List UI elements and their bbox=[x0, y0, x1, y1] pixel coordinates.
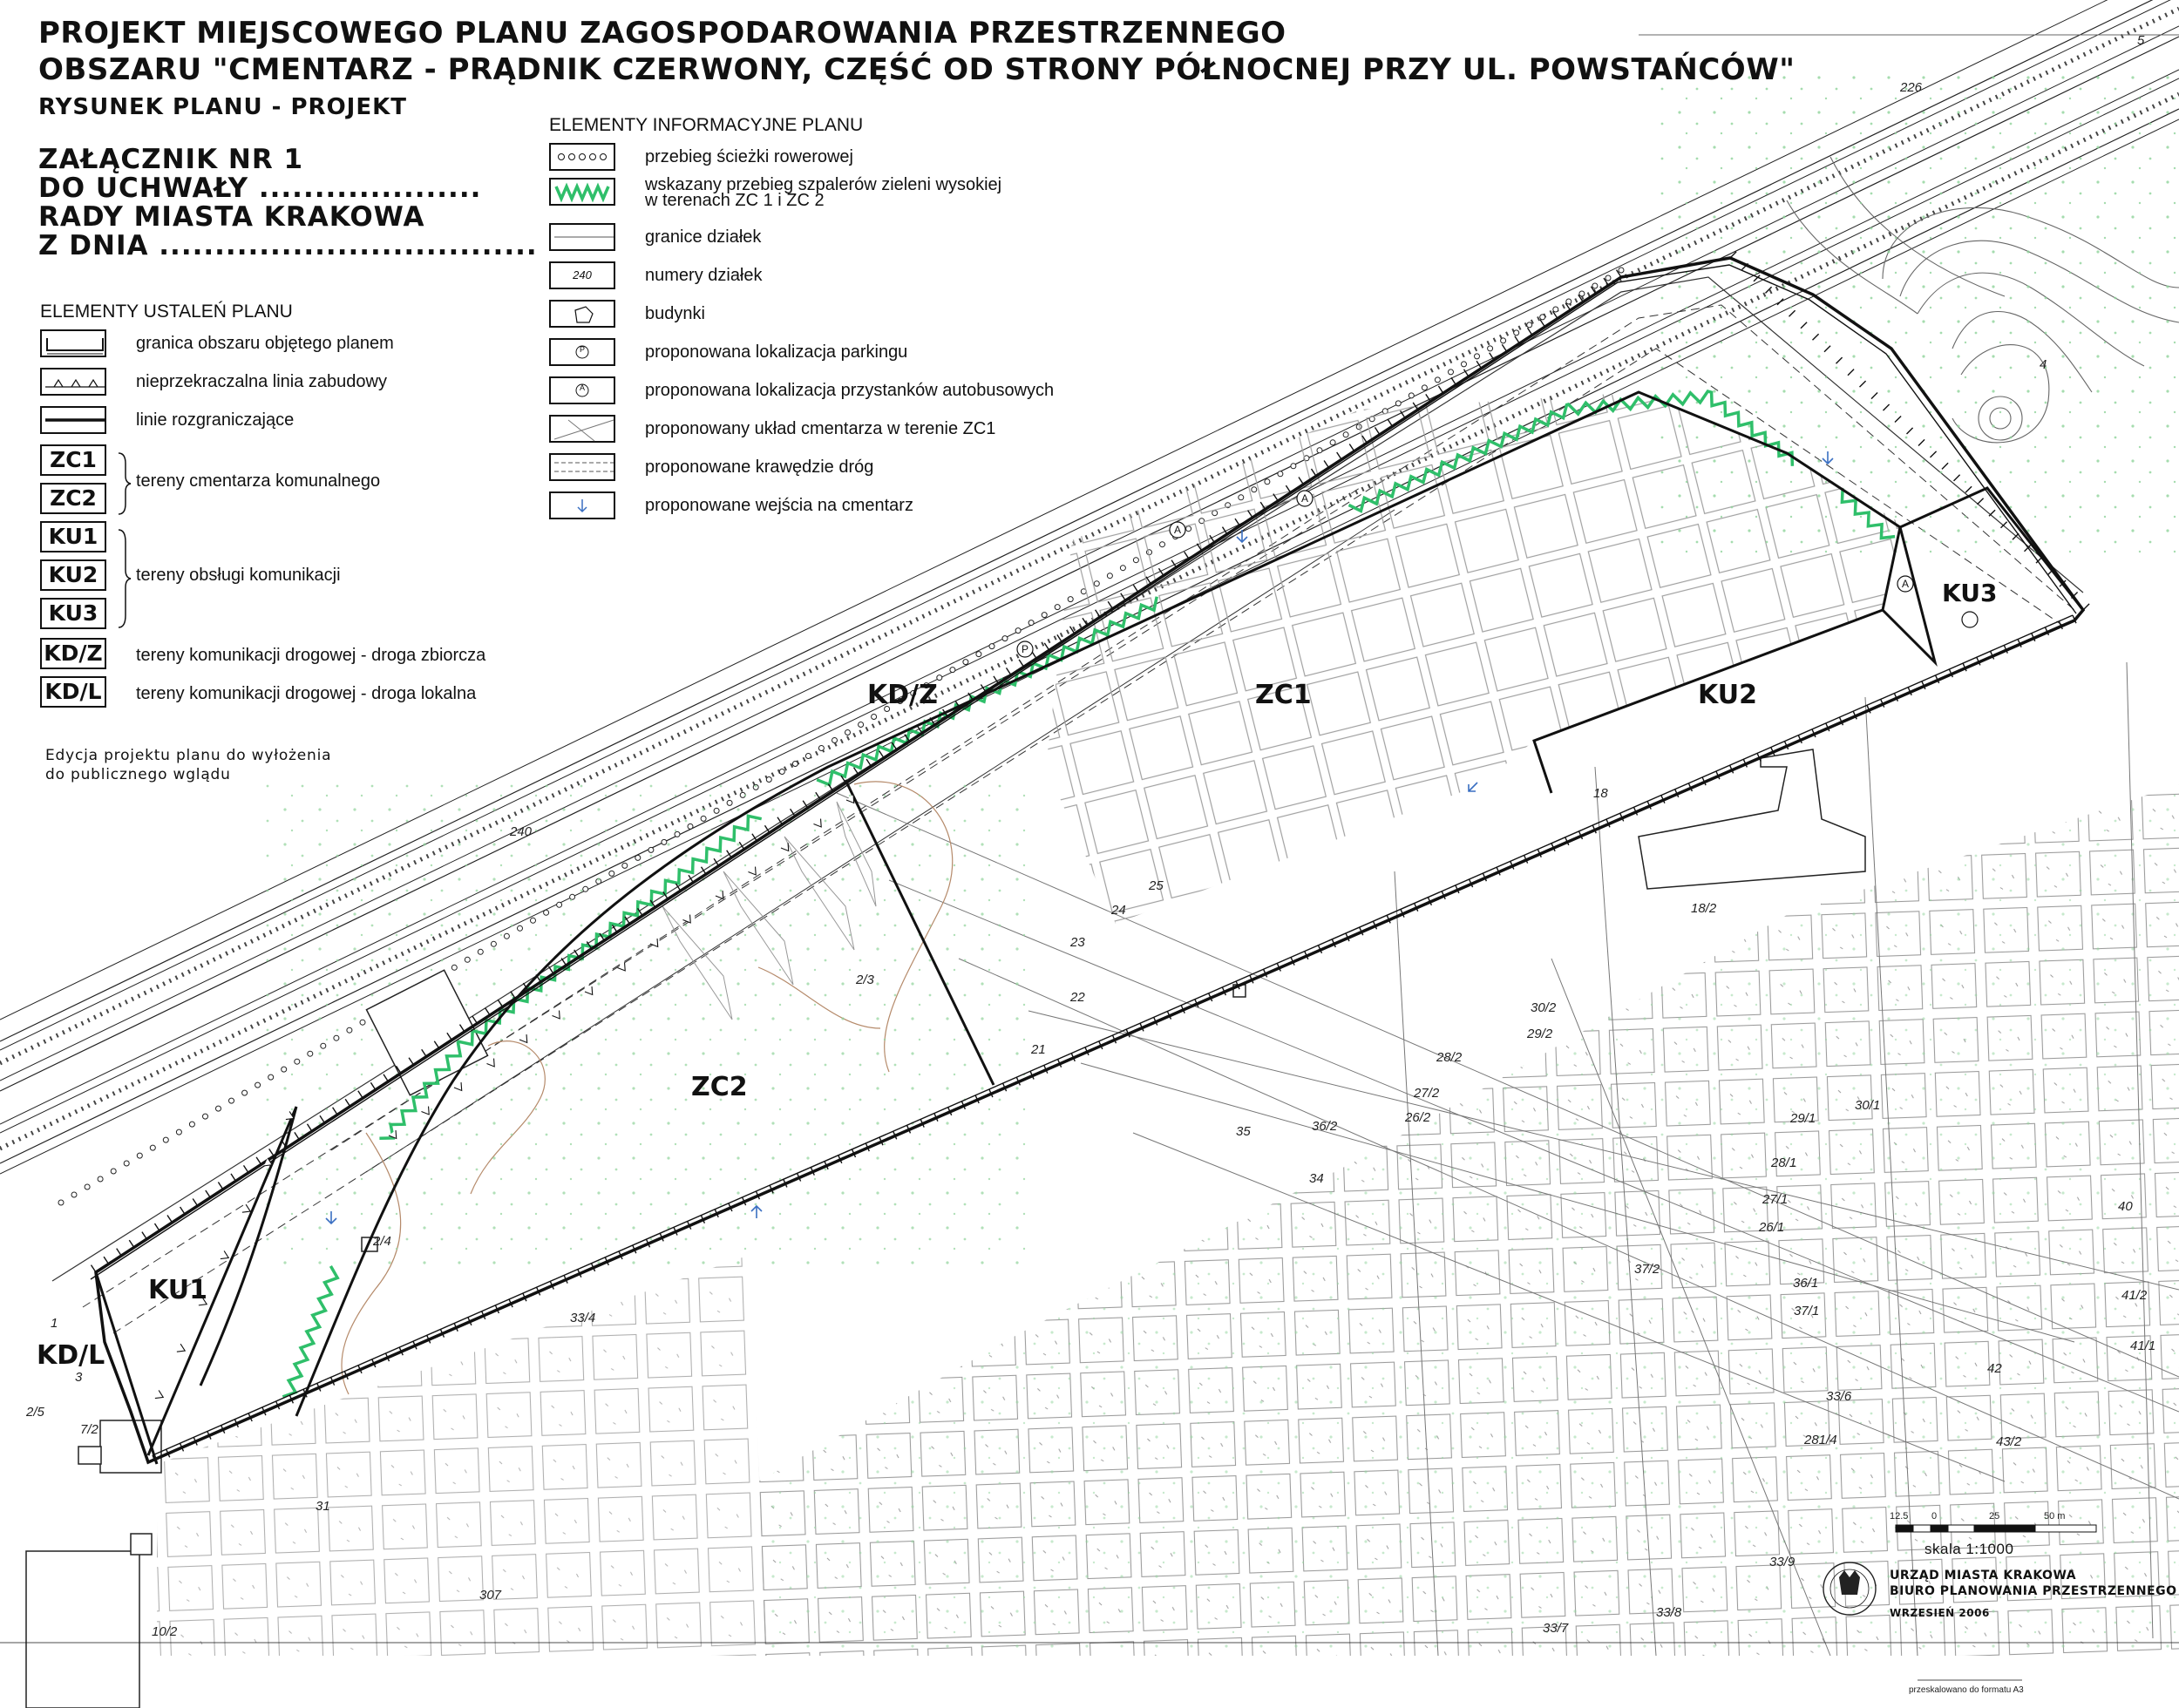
bike-path-dot bbox=[1501, 338, 1506, 343]
bike-path-dot bbox=[176, 1129, 181, 1135]
bike-path-dot bbox=[216, 1106, 221, 1111]
bike-path-dot bbox=[1488, 346, 1493, 351]
boundary-tick bbox=[1476, 361, 1482, 368]
legend-plot-boundary-label: granice działek bbox=[645, 227, 762, 247]
bike-path-dot bbox=[1015, 628, 1021, 634]
bike-path-dot bbox=[805, 754, 811, 759]
bike-path-dot bbox=[1553, 307, 1558, 312]
legend-tree-row-label2: w terenach ZC 1 i ZC 2 bbox=[645, 191, 825, 210]
plot-number: 40 bbox=[2118, 1199, 2133, 1214]
legend-building-label: budynki bbox=[645, 304, 705, 323]
boundary-tick bbox=[167, 1216, 173, 1223]
bike-path-dot bbox=[1462, 362, 1467, 367]
boundary-tick bbox=[193, 1199, 198, 1206]
plot-number: 3 bbox=[75, 1370, 83, 1385]
plot-number-sample: 240 bbox=[573, 268, 592, 281]
legend-transport-label: tereny obsługi komunikacji bbox=[136, 566, 341, 585]
map-title-line2: OBSZARU "CMENTARZ - PRĄDNIK CZERWONY, CZĘŚĆ OD STRONY PÓŁNOCNEJ PRZY UL. POWSTAŃCÓW" bbox=[38, 52, 1795, 87]
plot-number: 2/3 bbox=[856, 973, 874, 987]
legend-code-ku2: KU2 bbox=[40, 559, 106, 591]
cemetery-layout-icon bbox=[549, 415, 615, 443]
boundary-tick bbox=[1044, 643, 1049, 650]
plot-number: 10/2 bbox=[152, 1624, 178, 1639]
plot-number: 2/5 bbox=[26, 1405, 44, 1420]
dividing-line-icon bbox=[40, 406, 106, 434]
bike-path-dot bbox=[85, 1184, 90, 1190]
plot-number: 5 bbox=[2137, 33, 2145, 48]
plot-number: 29/2 bbox=[1527, 1027, 1553, 1041]
building-left-6 bbox=[78, 1447, 101, 1464]
plot-number: 31 bbox=[316, 1499, 330, 1514]
plot-number: 21 bbox=[1031, 1042, 1046, 1057]
boundary-tick bbox=[244, 1165, 249, 1172]
bike-path-dot bbox=[792, 762, 798, 767]
legend-plot-number-label: numery działek bbox=[645, 266, 763, 285]
legend-code-zc2: ZC2 bbox=[40, 483, 106, 514]
legend-parking-label: proponowana lokalizacja parkingu bbox=[645, 342, 908, 362]
plot-number: 26/1 bbox=[1759, 1220, 1785, 1235]
boundary-tick bbox=[1438, 386, 1442, 393]
bike-path-dot bbox=[779, 769, 784, 775]
bike-path-dot bbox=[229, 1098, 234, 1103]
scale-tick-3: 50 m bbox=[2044, 1511, 2066, 1522]
bike-path-dot bbox=[1409, 393, 1414, 398]
building-line-triangle bbox=[242, 1204, 250, 1212]
zone-label-kdl: KD/L bbox=[37, 1340, 105, 1371]
boundary-tick bbox=[1515, 336, 1519, 343]
bike-path-dot bbox=[137, 1153, 142, 1158]
legend-bus-stop-label: proponowana lokalizacja przystanków autobusowych bbox=[645, 381, 1055, 400]
legend-kdl-label: tereny komunikacji drogowej - droga lokalna bbox=[136, 684, 477, 703]
plot-number: 7/2 bbox=[80, 1422, 98, 1437]
attachment-line1: ZAŁĄCZNIK NR 1 bbox=[38, 144, 304, 175]
legend-boundary-label: granica obszaru objętego planem bbox=[136, 334, 394, 353]
plot-number: 41/2 bbox=[2121, 1288, 2148, 1303]
plot-number: 33/6 bbox=[1826, 1389, 1852, 1404]
boundary-tick bbox=[1019, 660, 1024, 667]
date-label: WRZESIEŃ 2006 bbox=[1890, 1607, 1990, 1619]
plot-number: 37/2 bbox=[1634, 1262, 1660, 1277]
bike-path-dot bbox=[1422, 385, 1427, 390]
scale-bar bbox=[1896, 1525, 2096, 1532]
boundary-tick bbox=[2083, 604, 2089, 610]
plot-number: 2/4 bbox=[373, 1234, 391, 1249]
boundary-tick bbox=[1451, 377, 1456, 384]
plot-number: 281/4 bbox=[1804, 1433, 1837, 1447]
legend-entrance-label: proponowane wejścia na cmentarz bbox=[645, 496, 913, 515]
legend-road-edge-label: proponowane krawędzie dróg bbox=[645, 458, 874, 477]
legend-info-title: ELEMENTY INFORMACYJNE PLANU bbox=[549, 115, 864, 135]
boundary-tick bbox=[206, 1190, 211, 1197]
building-line-triangle bbox=[221, 1250, 228, 1258]
plot-number: 33/7 bbox=[1543, 1621, 1569, 1636]
zone-label-zc2: ZC2 bbox=[691, 1072, 748, 1102]
building-line-triangle bbox=[155, 1390, 163, 1398]
building-icon bbox=[549, 300, 615, 328]
bike-path-dot bbox=[1042, 613, 1047, 618]
road-edge-icon bbox=[549, 453, 615, 481]
plot-number: 33/9 bbox=[1769, 1555, 1795, 1569]
plot-number: 24 bbox=[1111, 903, 1126, 918]
bike-path-dot bbox=[1395, 401, 1401, 406]
bike-path-dot bbox=[255, 1082, 261, 1088]
bike-path-dot bbox=[872, 715, 877, 720]
bike-path-dot bbox=[1435, 377, 1440, 383]
parking-icon bbox=[549, 338, 615, 366]
plot-number: 28/1 bbox=[1771, 1156, 1797, 1170]
bike-path-dot bbox=[832, 738, 838, 743]
legend-tree-row-label: wskazany przebieg szpalerów zieleni wysokiej bbox=[645, 175, 1002, 194]
svg-text:P: P bbox=[1021, 643, 1029, 655]
bike-path-dot bbox=[111, 1169, 116, 1174]
boundary-icon bbox=[40, 329, 106, 357]
building-line-icon bbox=[40, 368, 106, 396]
plot-boundary-icon bbox=[549, 223, 615, 251]
bike-path-dot bbox=[1514, 330, 1519, 336]
bike-path-dot bbox=[1449, 369, 1454, 375]
edition-note-line2: do publicznego wglądu bbox=[45, 766, 231, 783]
zone-label-kdz: KD/Z bbox=[867, 680, 938, 710]
zone-label-ku3: KU3 bbox=[1942, 579, 1998, 607]
bike-path-dot bbox=[203, 1114, 208, 1119]
scale-label: skala 1:1000 bbox=[1924, 1541, 2014, 1557]
building-line-triangle bbox=[177, 1344, 185, 1352]
plot-number: 36/1 bbox=[1793, 1276, 1819, 1291]
plot-number: 25 bbox=[1149, 878, 1164, 893]
plot-number: 26/2 bbox=[1405, 1110, 1431, 1125]
building-left-5 bbox=[131, 1534, 152, 1555]
plot-number: 226 bbox=[1900, 80, 1923, 95]
plot-number: 30/2 bbox=[1531, 1000, 1557, 1015]
plot-number: 33/4 bbox=[570, 1311, 596, 1325]
plot-number: 18 bbox=[1593, 786, 1608, 801]
org-name-2: BIURO PLANOWANIA PRZESTRZENNEGO bbox=[1890, 1584, 2177, 1598]
bike-path-dot bbox=[1028, 620, 1034, 626]
boundary-tick bbox=[104, 1257, 109, 1264]
boundary-tick bbox=[129, 1240, 134, 1247]
boundary-tick bbox=[142, 1232, 146, 1239]
bike-path-dot bbox=[1002, 636, 1008, 641]
plot-number: 35 bbox=[1236, 1124, 1251, 1139]
plot-number: 36/2 bbox=[1312, 1119, 1338, 1134]
tree-row-1 bbox=[282, 1266, 337, 1397]
boundary-tick bbox=[155, 1223, 160, 1230]
scale-tick-1: 0 bbox=[1931, 1511, 1938, 1522]
map-subtitle: RYSUNEK PLANU - PROJEKT bbox=[38, 94, 407, 120]
plot-number: 240 bbox=[510, 824, 533, 839]
bus-stop-map-4 bbox=[1962, 612, 1978, 627]
scaled-note: przeskalowano do formatu A3 bbox=[1909, 1685, 2024, 1695]
parking-sample: P bbox=[579, 345, 585, 354]
bike-path-dot bbox=[71, 1192, 77, 1197]
boundary-tick bbox=[256, 1157, 261, 1164]
plot-number: 33/8 bbox=[1656, 1605, 1682, 1620]
svg-text:A: A bbox=[1300, 492, 1309, 505]
bike-path-dot bbox=[818, 746, 824, 751]
plot-number: 42 bbox=[1987, 1361, 2002, 1376]
bike-path-dot bbox=[1579, 291, 1585, 296]
plot-number: 41/1 bbox=[2130, 1339, 2156, 1353]
svg-text:A: A bbox=[1173, 524, 1182, 536]
plot-number: 18/2 bbox=[1691, 901, 1717, 916]
bike-path-dot bbox=[163, 1137, 168, 1142]
boundary-tick bbox=[180, 1207, 186, 1214]
plot-number: 27/2 bbox=[1414, 1086, 1440, 1101]
bike-path-dot bbox=[124, 1161, 129, 1166]
legend-bike-path-label: przebieg ścieżki rowerowej bbox=[645, 147, 853, 166]
legend-code-kdz: KD/Z bbox=[40, 638, 106, 669]
bike-path-dot bbox=[976, 652, 981, 657]
bike-path-dot bbox=[58, 1200, 64, 1205]
legend-code-zc1: ZC1 bbox=[40, 444, 106, 476]
entrance-icon bbox=[549, 491, 615, 519]
bike-path-dot bbox=[1055, 605, 1060, 610]
boundary-tick bbox=[1502, 344, 1507, 351]
bike-path-dot bbox=[1527, 322, 1532, 328]
zone-label-ku1: KU1 bbox=[148, 1275, 207, 1305]
boundary-tick bbox=[866, 759, 872, 766]
bike-path-dot bbox=[950, 668, 955, 673]
svg-text:A: A bbox=[1901, 578, 1910, 590]
bike-path-dot bbox=[1605, 275, 1611, 281]
scale-tick-0: 12.5 bbox=[1890, 1511, 1909, 1522]
bike-path-dot bbox=[1566, 299, 1571, 304]
bike-path-dot bbox=[1619, 268, 1624, 273]
brace-cemetery bbox=[115, 451, 132, 516]
bike-path-dot bbox=[766, 777, 771, 783]
boundary-tick bbox=[1007, 668, 1012, 674]
plot-number: 37/1 bbox=[1794, 1304, 1820, 1318]
plot-number: 34 bbox=[1309, 1171, 1324, 1186]
edition-note-line1: Edycja projektu planu do wyłożenia bbox=[45, 747, 332, 764]
legend-code-kdl: KD/L bbox=[40, 676, 106, 708]
plot-number: 28/2 bbox=[1436, 1050, 1463, 1065]
legend-code-ku3: KU3 bbox=[40, 598, 106, 629]
boundary-tick bbox=[231, 1174, 235, 1181]
bike-path-dot bbox=[1592, 283, 1598, 288]
plot-number: 307 bbox=[479, 1588, 502, 1603]
legend-kdz-label: tereny komunikacji drogowej - droga zbiorcza bbox=[136, 646, 486, 665]
bike-path-dot bbox=[189, 1122, 194, 1127]
plot-number: 43/2 bbox=[1996, 1434, 2022, 1449]
boundary-tick bbox=[92, 1265, 97, 1272]
bike-path-dot bbox=[242, 1090, 248, 1095]
plot-number-icon bbox=[549, 261, 615, 289]
building-large-1 bbox=[1639, 749, 1865, 889]
residential-dots bbox=[1656, 70, 2179, 558]
bike-path-dot bbox=[845, 730, 851, 735]
org-name-1: URZĄD MIASTA KRAKOWA bbox=[1890, 1569, 2077, 1583]
bike-path-dot bbox=[859, 722, 864, 728]
plot-number: 1 bbox=[51, 1316, 58, 1331]
bike-path-dot bbox=[98, 1176, 103, 1182]
legend-cemetery-label: tereny cmentarza komunalnego bbox=[136, 471, 381, 491]
attachment-line4: Z DNIA .................................. bbox=[38, 230, 538, 261]
zone-label-ku2: KU2 bbox=[1698, 680, 1757, 710]
bike-path-dot bbox=[1540, 315, 1545, 320]
bike-path-icon bbox=[549, 143, 615, 171]
legend-cemetery-layout-label: proponowany układ cmentarza w terenie ZC1 bbox=[645, 419, 996, 438]
boundary-tick bbox=[218, 1183, 222, 1190]
boundary-tick bbox=[1528, 328, 1532, 335]
attachment-line2: DO UCHWAŁY .................... bbox=[38, 173, 482, 204]
brace-transport bbox=[115, 528, 132, 629]
plot-number: 22 bbox=[1070, 990, 1085, 1005]
attachment-line3: RADY MIASTA KRAKOWA bbox=[38, 201, 425, 233]
scale-tick-2: 25 bbox=[1989, 1511, 2000, 1522]
boundary-tick bbox=[117, 1249, 122, 1256]
bus-stop-sample: A bbox=[579, 383, 585, 392]
boundary-tick bbox=[879, 751, 885, 758]
legend-building-line-label: nieprzekraczalna linia zabudowy bbox=[136, 372, 387, 391]
bike-path-dot bbox=[963, 660, 968, 665]
plot-number: 4 bbox=[2040, 357, 2047, 372]
bike-path-dot bbox=[989, 644, 994, 649]
plot-number: 23 bbox=[1070, 935, 1085, 950]
plot-number: 27/1 bbox=[1762, 1192, 1789, 1207]
building-left-4 bbox=[26, 1551, 139, 1708]
map-title-line1: PROJEKT MIEJSCOWEGO PLANU ZAGOSPODAROWANIA PRZESTRZENNEGO bbox=[38, 16, 1286, 51]
bus-stop-icon bbox=[549, 376, 615, 404]
city-grid-left bbox=[157, 1255, 767, 1656]
bike-path-dot bbox=[150, 1145, 155, 1150]
plot-number: 30/1 bbox=[1855, 1098, 1881, 1113]
boundary-tick bbox=[1540, 320, 1545, 327]
plot-number: 29/1 bbox=[1790, 1111, 1816, 1126]
legend-plan-title: ELEMENTY USTALEŃ PLANU bbox=[40, 302, 293, 322]
legend-code-ku1: KU1 bbox=[40, 521, 106, 552]
legend-dividing-lines-label: linie rozgraniczające bbox=[136, 410, 295, 430]
bike-path-dot bbox=[1475, 354, 1480, 359]
zone-label-zc1: ZC1 bbox=[1255, 680, 1312, 710]
tree-row-icon bbox=[549, 178, 615, 206]
